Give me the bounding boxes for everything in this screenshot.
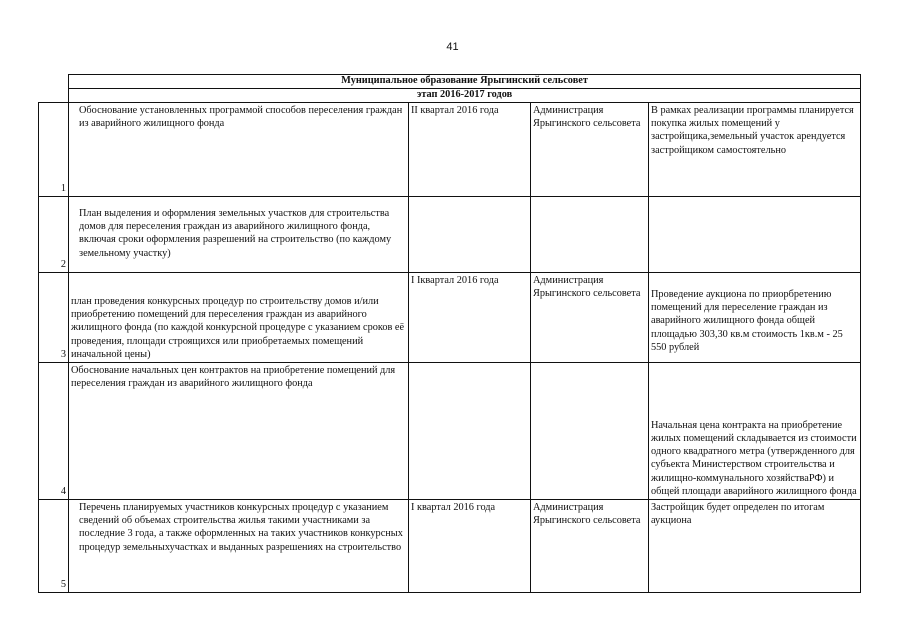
row-note: Проведение аукциона по приорбретению помещений для переселение граждан из аварийного жилищного фонда общей площадью 303,30 кв.м стоимость 1кв.м - 25 550 рублей <box>649 273 861 363</box>
row-description: План выделения и оформления земельных участков для строительства домов для переселения граждан из аварийного жилищного фонда, включая сроки оформления разрешений на строительство (по каждому земельному участку) <box>69 197 409 273</box>
table-row <box>39 273 861 363</box>
page-number: 41 <box>446 41 459 53</box>
row-term <box>409 197 531 273</box>
row-number: 3 <box>39 273 69 363</box>
row-responsible <box>531 197 649 273</box>
header-municipality: Муниципальное образование Ярыгинский сельсовет <box>69 75 861 89</box>
row-description: Обоснование начальных цен контрактов на приобретение помещений для переселения граждан из аварийного жилищного фонда <box>69 363 409 500</box>
row-description: Перечень планируемых участников конкурсных процедур с указанием сведений об объемах строительства жилья такими участниками за последние 3 года, а также оформленных на таких участников конкурсных процедур земельныхучастках и выданных разрешениях на строительство <box>69 500 409 593</box>
header-stage: этап 2016-2017 годов <box>69 89 861 103</box>
program-table <box>38 74 861 593</box>
table-row <box>39 500 861 593</box>
row-term <box>409 363 531 500</box>
table-row <box>39 103 861 197</box>
row-responsible <box>531 363 649 500</box>
table-row <box>39 197 861 273</box>
header-row-stage <box>39 89 861 103</box>
row-term: II квартал 2016 года <box>409 103 531 197</box>
row-term: I квартал 2016 года <box>409 500 531 593</box>
table-row <box>39 363 861 500</box>
row-responsible: Администрация Ярыгинского сельсовета <box>531 273 649 363</box>
row-number: 2 <box>39 197 69 273</box>
row-note <box>649 197 861 273</box>
row-number: 4 <box>39 363 69 500</box>
row-number: 5 <box>39 500 69 593</box>
row-responsible: Администрация Ярыгинского сельсовета <box>531 500 649 593</box>
row-note: Застройщик будет определен по итогам аукциона <box>649 500 861 593</box>
header-row-municipality <box>39 75 861 89</box>
row-term: I Iквартал 2016 года <box>409 273 531 363</box>
row-note: Начальная цена контракта на приобретение жилых помещений складывается из стоимости одного квадратного метра (утвержденного для субъекта Министерством строительства и жилищно-коммунального хозяйстваРФ) и общей площади аварийного жилищного фонда <box>649 363 861 500</box>
row-number: 1 <box>39 103 69 197</box>
row-description: план проведения конкурсных процедур по строительству домов и/или приобретению помещений для переселения граждан из аварийного жилищного фонда (по каждой конкурсной процедуре с указанием сроков её проведения, площади строящихся или приобретаемых помещений иначальной цены) <box>69 273 409 363</box>
row-note: В рамках реализации программы планируется покупка жилых помещений у застройщика,земельный участок арендуется застройщиком самостоятельно <box>649 103 861 197</box>
row-description: Обоснование установленных программой способов переселения граждан из аварийного жилищного фонда <box>69 103 409 197</box>
row-responsible: Администрация Ярыгинского сельсовета <box>531 103 649 197</box>
